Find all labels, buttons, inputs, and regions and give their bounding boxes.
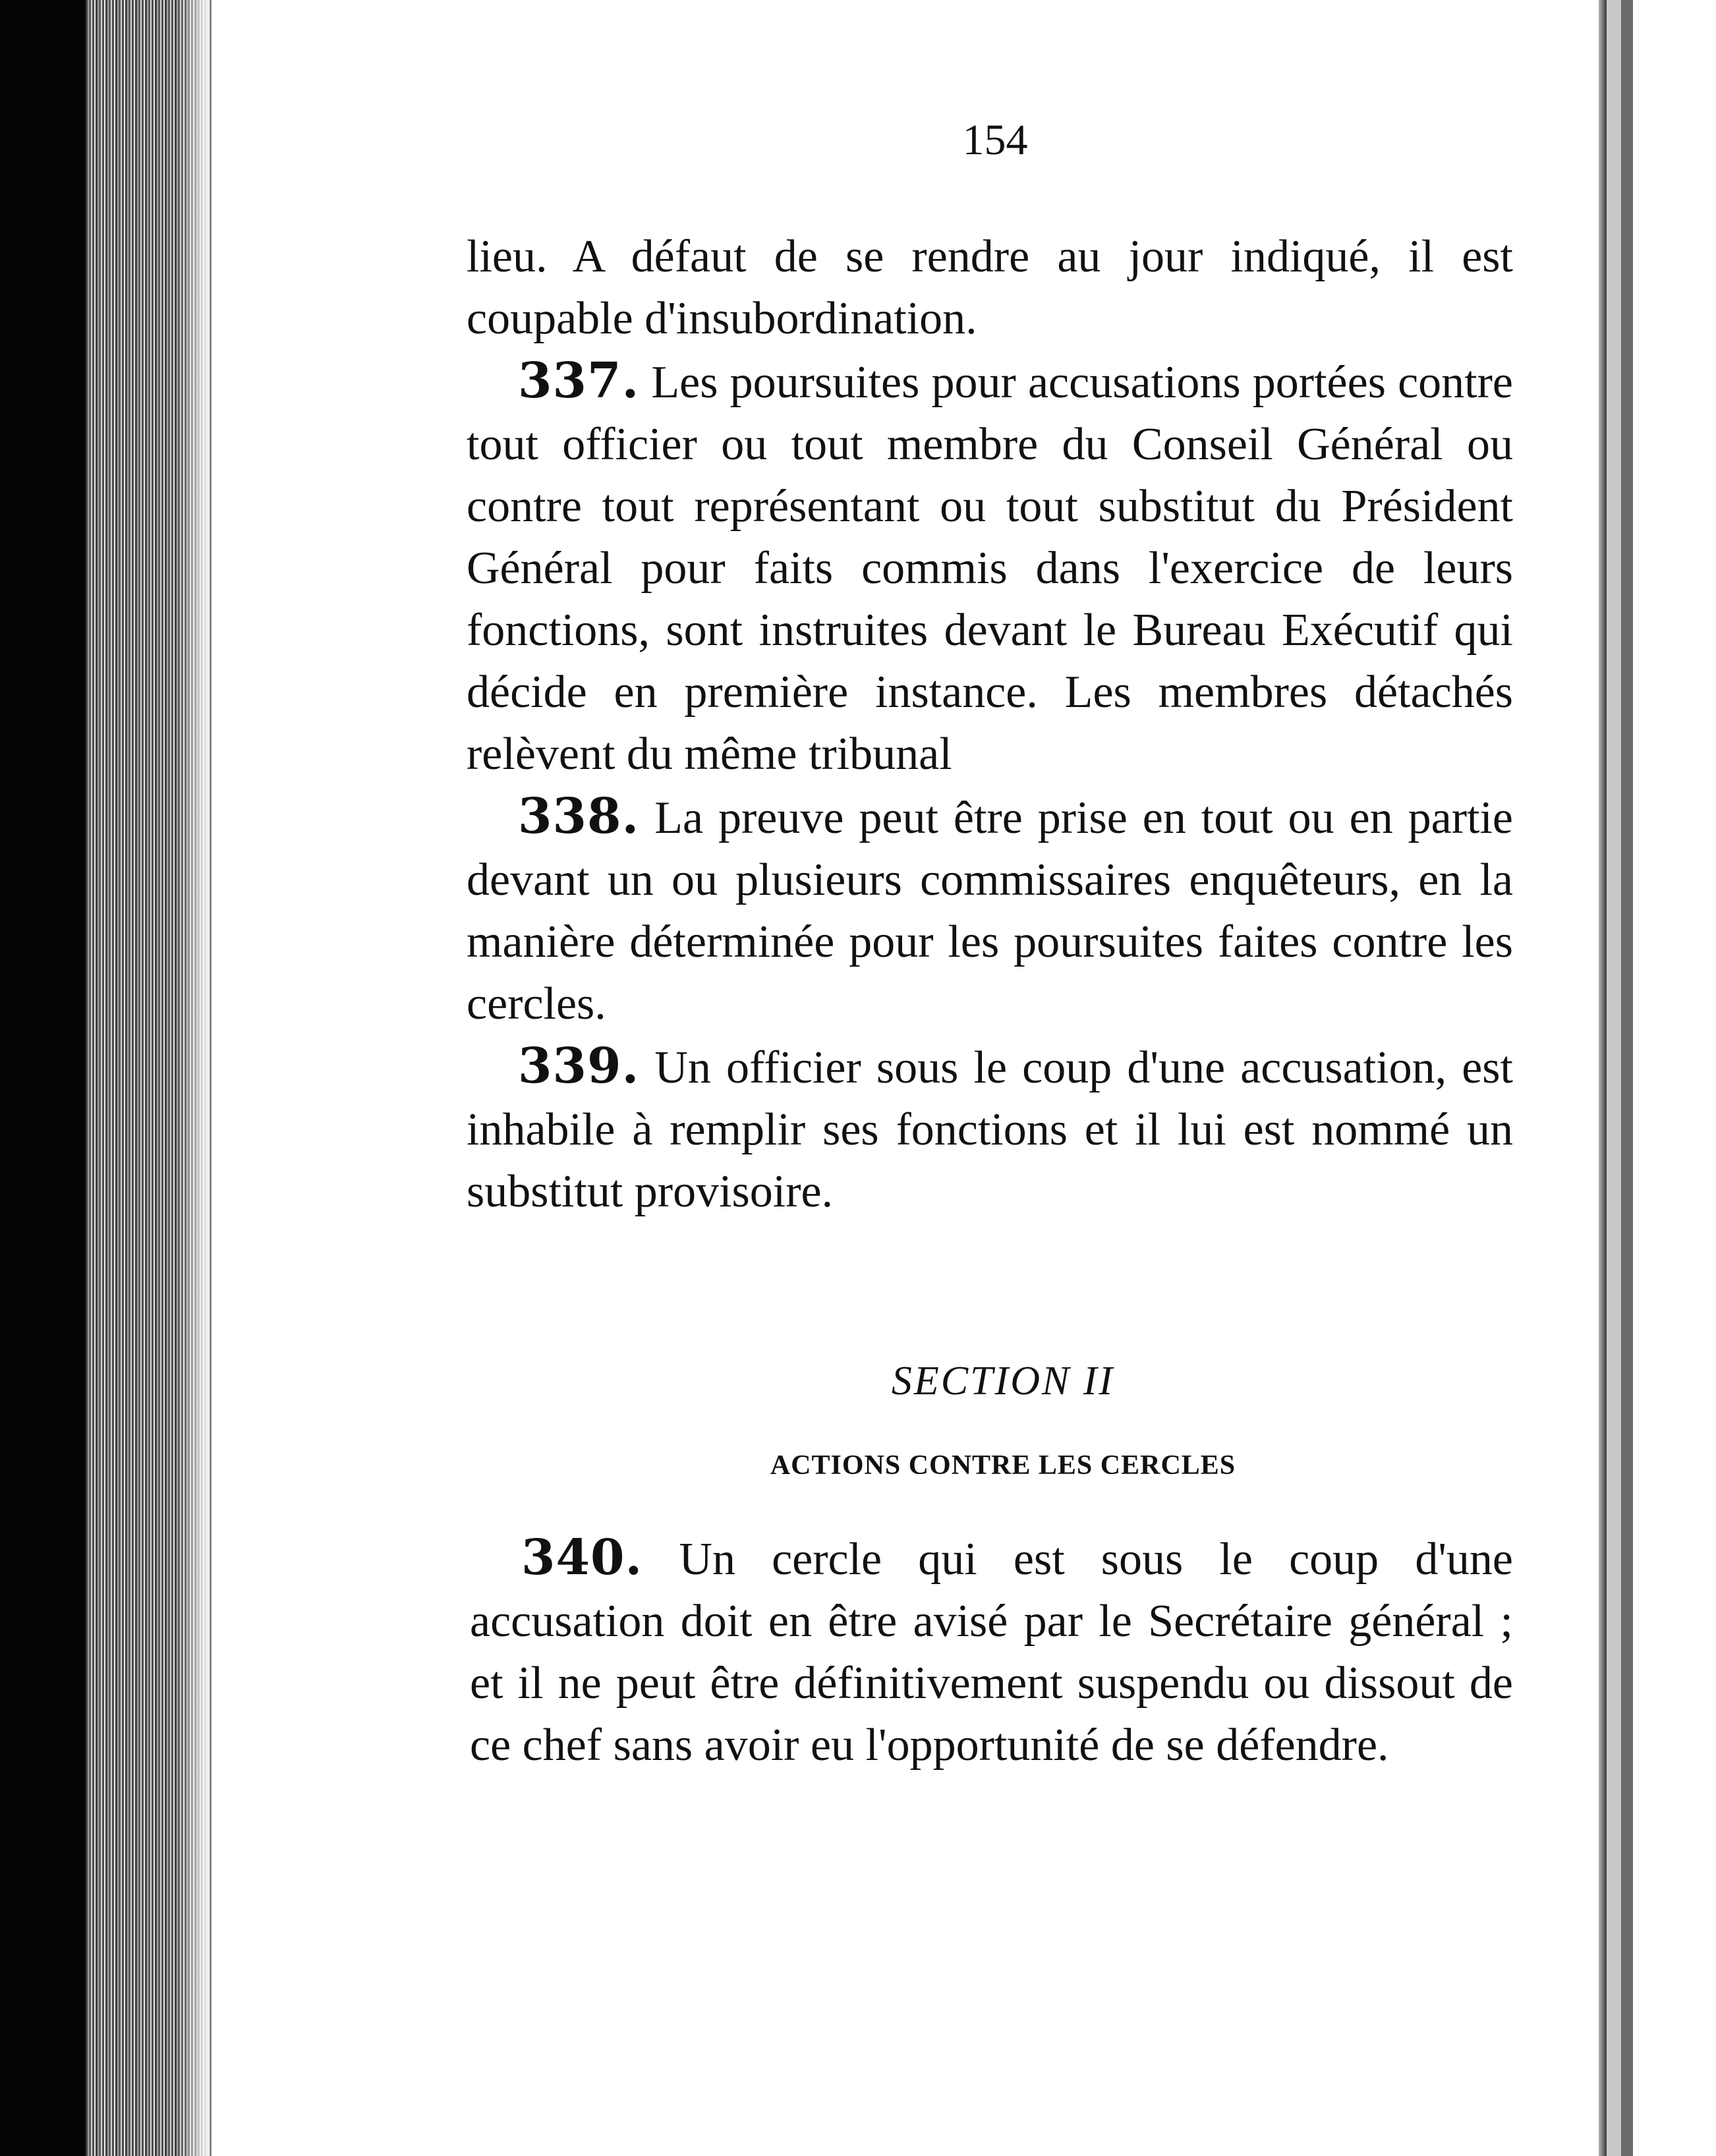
section-subtitle: ACTIONS CONTRE LES CERCLES: [770, 1450, 1236, 1481]
article-339: [467, 1035, 1513, 1223]
page-number: 154: [962, 116, 1028, 164]
paragraph-text: lieu. A défaut de se rendre au jour indiqué, il est coupable d'insubordination.: [467, 231, 1513, 344]
page-edge-right-inner: [1607, 0, 1621, 2156]
article-number: 337.: [518, 353, 640, 409]
article-338: [467, 785, 1513, 1035]
paragraph-continuation: [467, 226, 1513, 350]
page-edge-right: [1599, 0, 1607, 2156]
paragraph-text: Les poursuites pour accusations portées contre tout officier ou tout membre du Conseil Général ou contre tout représentant ou tout substitut du Président Général pour faits commis dans l'exercice de leurs fonctions, sont instruites devant le Bureau Exécutif qui décide en première instance. Les membres détachés relèvent du même tribunal: [467, 357, 1513, 780]
article-number: 340.: [521, 1529, 643, 1586]
article-340: [470, 1527, 1513, 1776]
gutter-fade: [178, 0, 211, 2156]
gutter-edge-line: [210, 0, 212, 2156]
article-text-block: [467, 226, 1513, 1223]
scan-border-right: [1633, 0, 1716, 2156]
paragraph-text: Un officier sous le coup d'une accusation, est inhabile à remplir ses fonctions et il lui est nommé un substitut provisoire.: [467, 1042, 1513, 1217]
article-number: 339.: [518, 1038, 640, 1094]
article-number: 338.: [518, 788, 640, 845]
paragraph-text: La preuve peut être prise en tout ou en partie devant un ou plusieurs commissaires enquêteurs, en la manière déterminée pour les poursuites faites contre les cercles.: [467, 793, 1513, 1029]
page-edge-right-dark: [1621, 0, 1633, 2156]
section-title: SECTION II: [891, 1359, 1115, 1404]
paragraph-text: Un cercle qui est sous le coup d'une accusation doit en être avisé par le Secrétaire général ; et il ne peut être définitivement suspendu ou dissout de ce chef sans avoir eu l'opportunité de se défendre.: [470, 1534, 1514, 1771]
article-337: [467, 350, 1513, 785]
scan-border-left: [0, 0, 86, 2156]
section-text-block: [470, 1527, 1513, 1776]
